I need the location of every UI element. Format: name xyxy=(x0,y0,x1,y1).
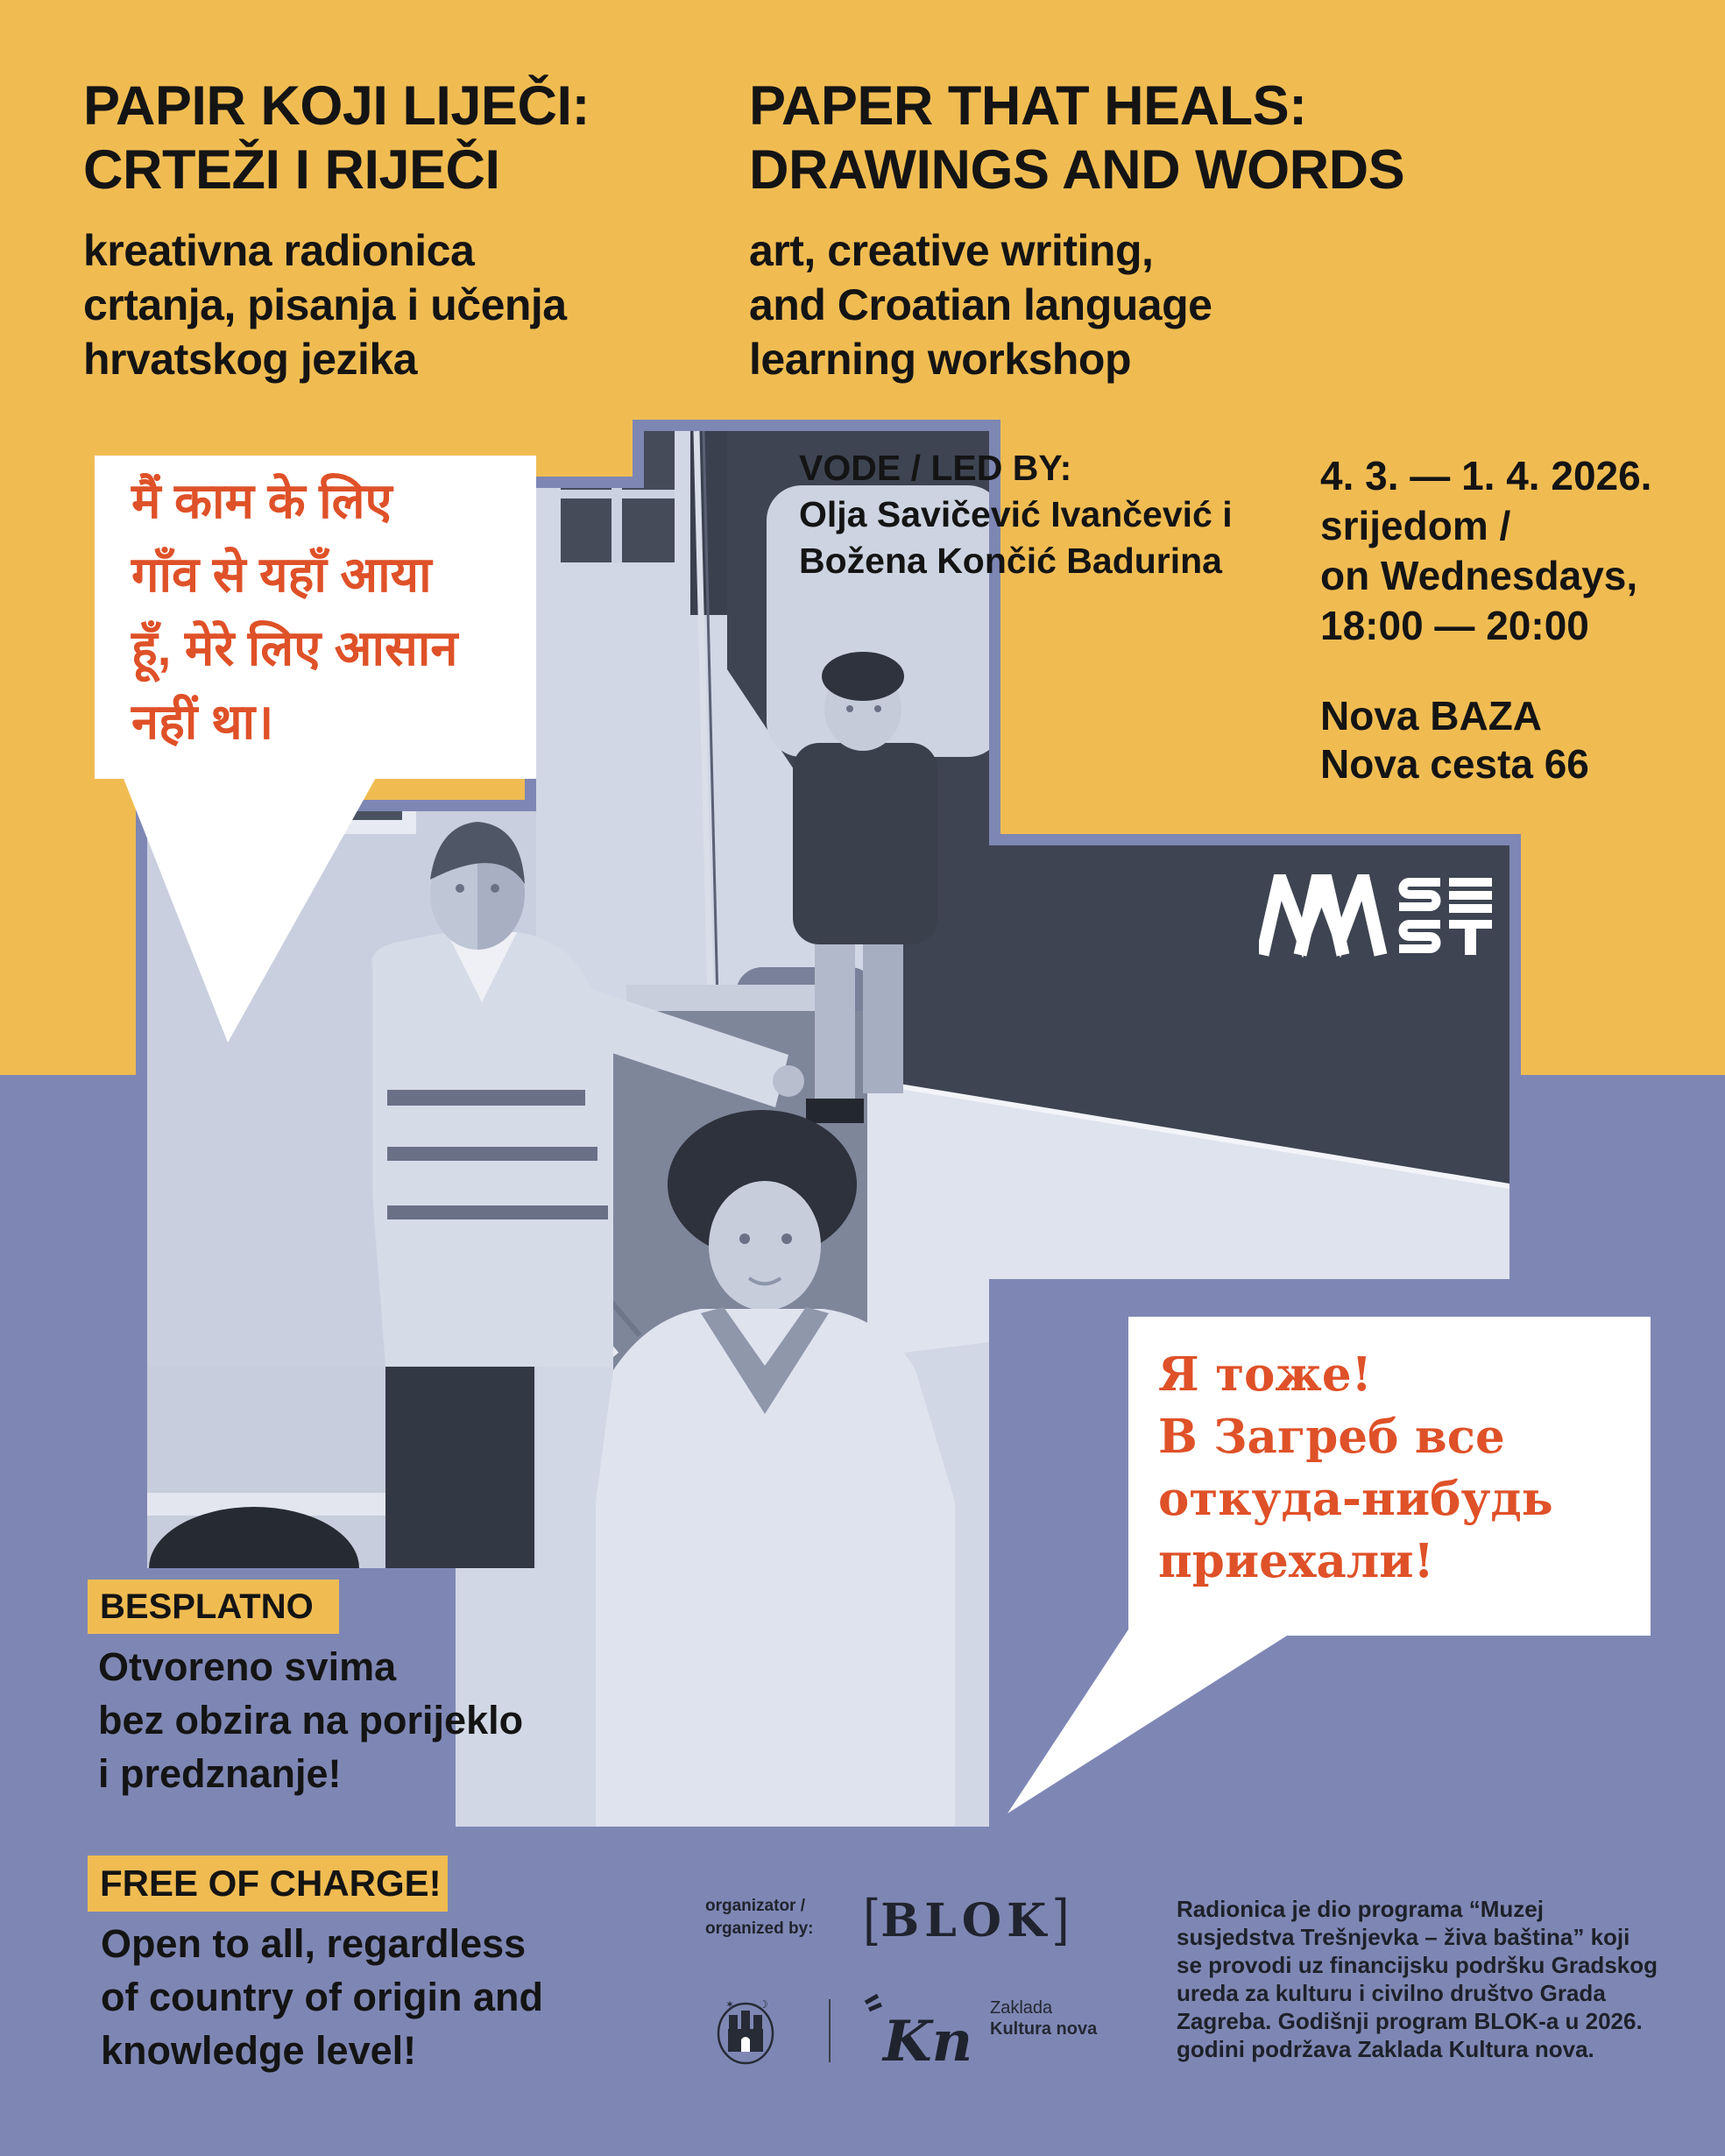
credits-line: ureda za kulturu i civilno društvo Grada xyxy=(1177,1980,1606,2006)
free-of-charge-badge-label: FREE OF CHARGE! xyxy=(100,1863,442,1904)
besplatno-badge-label: BESPLATNO xyxy=(100,1587,314,1626)
russian-line: откуда-нибудь xyxy=(1158,1472,1553,1526)
credits-line: susjedstva Trešnjevka – živa baština” koji xyxy=(1177,1924,1630,1950)
credits-line: godini podržava Zaklada Kultura nova. xyxy=(1177,2036,1594,2062)
hindi-line: गाँव से यहाँ आया xyxy=(131,547,432,602)
svg-text:Kn: Kn xyxy=(883,2009,973,2075)
credits-line: Zagreba. Godišnji program BLOK-a u 2026. xyxy=(1177,2008,1643,2034)
besplatno-line: i predznanje! xyxy=(98,1751,342,1796)
title-english xyxy=(749,74,1404,386)
organizer-label-line1: organizator / xyxy=(705,1897,806,1915)
besplatno-text xyxy=(98,1640,523,1800)
led-by-block xyxy=(799,445,1233,584)
russian-line: В Загреб все xyxy=(1158,1410,1505,1464)
mmst-logo xyxy=(1259,874,1495,958)
credits-line: Radionica je dio programa “Muzej xyxy=(1177,1896,1544,1922)
title-en-line2: DRAWINGS AND WORDS xyxy=(749,139,1405,201)
title-hr-line1: PAPIR KOJI LIJEČI: xyxy=(83,75,590,137)
russian-bubble-tail xyxy=(1007,1629,1301,1818)
venue-address: Nova cesta 66 xyxy=(1320,741,1589,787)
zaklada-line2: Kultura nova xyxy=(990,2019,1098,2039)
hindi-bubble-tail xyxy=(123,776,385,1048)
zaklada-line1: Zaklada xyxy=(990,1998,1053,2018)
schedule-dates: 4. 3. — 1. 4. 2026. xyxy=(1320,453,1652,498)
svg-text:✶: ✶ xyxy=(725,1998,735,2011)
schedule-block xyxy=(1320,451,1651,651)
subtitle-hr-line1: kreativna radionica xyxy=(83,226,475,275)
subtitle-hr-line3: hrvatskog jezika xyxy=(83,335,418,384)
besplatno-badge xyxy=(88,1580,339,1634)
blok-bracket-left: [ xyxy=(863,1890,881,1953)
svg-text:☽: ☽ xyxy=(759,1998,768,2011)
besplatno-line: Otvoreno svima xyxy=(98,1644,397,1689)
zaklada-text xyxy=(990,1997,1097,2039)
organizer-label xyxy=(705,1895,814,1940)
schedule-day-en: on Wednesdays, xyxy=(1320,553,1638,598)
free-of-charge-line: knowledge level! xyxy=(101,2028,417,2073)
led-by-name1: Olja Savičević Ivančević i xyxy=(799,494,1233,534)
venue-name: Nova BAZA xyxy=(1320,693,1543,739)
free-of-charge-text xyxy=(101,1917,543,2077)
hindi-quote xyxy=(131,464,457,759)
led-by-label: VODE / LED BY: xyxy=(799,448,1072,488)
venue-block xyxy=(1320,692,1589,788)
schedule-time: 18:00 — 20:00 xyxy=(1320,603,1589,648)
besplatno-line: bez obzira na porijeklo xyxy=(98,1698,524,1742)
russian-line: Я тоже! xyxy=(1158,1347,1372,1402)
title-hr-line2: CRTEŽI I RIJEČI xyxy=(83,139,500,201)
subtitle-en-line2: and Croatian language xyxy=(749,280,1212,329)
organizer-label-line2: organized by: xyxy=(705,1919,814,1938)
free-of-charge-line: of country of origin and xyxy=(101,1975,543,2019)
russian-quote xyxy=(1158,1344,1553,1593)
hindi-line: नहीं था। xyxy=(131,694,274,749)
blok-logo-text: BLOK xyxy=(880,1894,1052,1947)
kultura-nova-logo xyxy=(859,1987,990,2075)
credits-line: se provodi uz financijsku podršku Gradskog xyxy=(1177,1952,1658,1978)
blok-bracket-right: ] xyxy=(1051,1890,1070,1953)
subtitle-hr-line2: crtanja, pisanja i učenja xyxy=(83,280,567,329)
credits-paragraph xyxy=(1177,1895,1658,2063)
title-en-line1: PAPER THAT HEALS: xyxy=(749,75,1307,137)
free-of-charge-line: Open to all, regardless xyxy=(101,1921,527,1966)
logo-divider xyxy=(829,1999,831,2062)
schedule-day-hr: srijedom / xyxy=(1320,503,1511,548)
title-croatian xyxy=(83,74,590,386)
subtitle-en-line3: learning workshop xyxy=(749,335,1132,384)
hindi-line: मैं काम के लिए xyxy=(131,473,392,528)
russian-line: приехали! xyxy=(1158,1534,1434,1588)
subtitle-en-line1: art, creative writing, xyxy=(749,226,1154,275)
free-of-charge-badge xyxy=(88,1856,448,1912)
led-by-name2: Božena Končić Badurina xyxy=(799,541,1222,581)
blok-logo xyxy=(863,1890,1070,1953)
hindi-line: हूँ, मेरे लिए आसान xyxy=(131,620,458,675)
zagreb-coat-of-arms xyxy=(717,1994,774,2066)
